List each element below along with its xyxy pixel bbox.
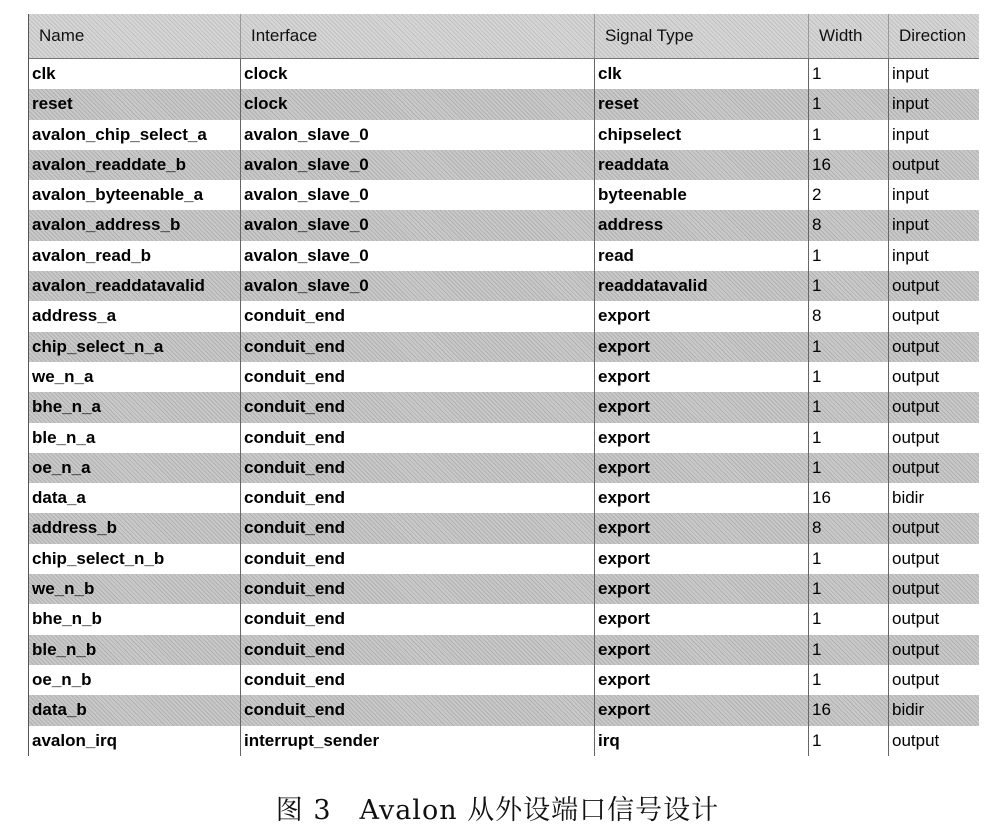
table-row[interactable]: [29, 89, 979, 119]
table-row[interactable]: [29, 726, 979, 756]
cell-name: chip_select_n_a: [29, 332, 241, 362]
cell-signal-type: export: [595, 332, 809, 362]
cell-signal-type: export: [595, 665, 809, 695]
cell-signal-type: export: [595, 695, 809, 725]
cell-interface: conduit_end: [241, 362, 595, 392]
cell-direction: output: [892, 609, 940, 629]
cell-signal-type: byteenable: [595, 180, 809, 210]
cell-width: 16: [809, 695, 889, 725]
table-row[interactable]: [29, 695, 979, 725]
cell-interface: avalon_slave_0: [241, 241, 595, 271]
cell-name: address_a: [29, 301, 241, 331]
cell-signal-type: export: [595, 544, 809, 574]
column-header-signal-type[interactable]: Signal Type: [595, 14, 809, 58]
cell-signal-type: readdatavalid: [595, 271, 809, 301]
cell-interface: conduit_end: [241, 301, 595, 331]
cell-name: chip_select_n_b: [29, 544, 241, 574]
cell-direction: input: [892, 215, 929, 235]
column-header-direction[interactable]: Direction: [899, 26, 967, 45]
cell-direction: output: [892, 397, 940, 417]
table-row[interactable]: [29, 483, 979, 513]
cell-direction: output: [892, 730, 940, 750]
table-row[interactable]: [29, 392, 979, 422]
cell-direction: output: [892, 154, 940, 174]
cell-signal-type: reset: [595, 89, 809, 119]
cell-direction: output: [892, 276, 940, 296]
table-row[interactable]: [29, 513, 979, 543]
cell-direction: input: [892, 94, 929, 114]
table-row[interactable]: [29, 150, 979, 180]
cell-interface: clock: [241, 59, 595, 89]
cell-interface: conduit_end: [241, 665, 595, 695]
cell-interface: conduit_end: [241, 635, 595, 665]
table-row[interactable]: [29, 423, 979, 453]
column-header-interface[interactable]: Interface: [241, 14, 595, 58]
cell-name: bhe_n_a: [29, 392, 241, 422]
table-row[interactable]: [29, 635, 979, 665]
cell-direction: bidir: [892, 488, 925, 508]
cell-interface: conduit_end: [241, 392, 595, 422]
cell-direction: output: [892, 579, 940, 599]
cell-direction: output: [892, 427, 940, 447]
cell-signal-type: read: [595, 241, 809, 271]
cell-width: 16: [809, 483, 889, 513]
cell-direction: input: [892, 185, 929, 205]
table-row[interactable]: [29, 120, 979, 150]
cell-interface: interrupt_sender: [241, 726, 595, 756]
cell-direction: output: [892, 669, 940, 689]
cell-width: 1: [809, 665, 889, 695]
cell-interface: conduit_end: [241, 544, 595, 574]
cell-direction: output: [892, 639, 940, 659]
cell-signal-type: clk: [595, 59, 809, 89]
cell-signal-type: export: [595, 301, 809, 331]
table-row[interactable]: [29, 453, 979, 483]
cell-width: 1: [809, 362, 889, 392]
cell-name: avalon_address_b: [29, 210, 241, 240]
cell-name: bhe_n_b: [29, 604, 241, 634]
cell-name: we_n_a: [29, 362, 241, 392]
cell-width: 1: [809, 604, 889, 634]
table-row[interactable]: [29, 241, 979, 271]
cell-interface: conduit_end: [241, 483, 595, 513]
cell-name: ble_n_a: [29, 423, 241, 453]
cell-direction: input: [892, 124, 929, 144]
cell-width: 16: [809, 150, 889, 180]
table-row[interactable]: [29, 665, 979, 695]
column-header-width[interactable]: Width: [809, 14, 889, 58]
cell-name: we_n_b: [29, 574, 241, 604]
cell-interface: conduit_end: [241, 423, 595, 453]
cell-interface: conduit_end: [241, 332, 595, 362]
cell-width: 1: [809, 544, 889, 574]
cell-name: reset: [29, 89, 241, 119]
cell-name: avalon_chip_select_a: [29, 120, 241, 150]
cell-direction: input: [892, 64, 929, 83]
cell-width: 1: [809, 241, 889, 271]
cell-direction: output: [892, 548, 940, 568]
cell-width: 1: [809, 726, 889, 756]
cell-signal-type: export: [595, 392, 809, 422]
table-row[interactable]: [29, 301, 979, 331]
cell-direction: output: [892, 336, 940, 356]
signal-table: [28, 14, 979, 756]
table-row[interactable]: [29, 544, 979, 574]
cell-interface: avalon_slave_0: [241, 180, 595, 210]
cell-name: data_a: [29, 483, 241, 513]
table-row[interactable]: [29, 362, 979, 392]
cell-name: avalon_readdate_b: [29, 150, 241, 180]
cell-signal-type: export: [595, 513, 809, 543]
cell-direction: input: [892, 245, 929, 265]
cell-signal-type: readdata: [595, 150, 809, 180]
cell-width: 1: [809, 271, 889, 301]
cell-interface: avalon_slave_0: [241, 271, 595, 301]
cell-signal-type: export: [595, 483, 809, 513]
cell-width: 1: [809, 423, 889, 453]
cell-width: 2: [809, 180, 889, 210]
table-row[interactable]: [29, 271, 979, 301]
cell-signal-type: irq: [595, 726, 809, 756]
cell-width: 1: [809, 120, 889, 150]
cell-name: address_b: [29, 513, 241, 543]
cell-name: avalon_read_b: [29, 241, 241, 271]
cell-width: 8: [809, 210, 889, 240]
table-row[interactable]: [29, 332, 979, 362]
cell-width: 1: [809, 574, 889, 604]
cell-direction: output: [892, 518, 940, 538]
cell-width: 8: [809, 513, 889, 543]
cell-name: ble_n_b: [29, 635, 241, 665]
cell-interface: conduit_end: [241, 513, 595, 543]
cell-signal-type: export: [595, 635, 809, 665]
cell-name: oe_n_a: [29, 453, 241, 483]
cell-width: 1: [809, 332, 889, 362]
cell-interface: avalon_slave_0: [241, 120, 595, 150]
cell-direction: output: [892, 306, 940, 326]
cell-width: 1: [809, 392, 889, 422]
cell-signal-type: export: [595, 604, 809, 634]
cell-name: clk: [29, 59, 241, 89]
cell-interface: avalon_slave_0: [241, 210, 595, 240]
cell-name: data_b: [29, 695, 241, 725]
cell-interface: clock: [241, 89, 595, 119]
cell-name: oe_n_b: [29, 665, 241, 695]
table-row[interactable]: [29, 604, 979, 634]
cell-signal-type: chipselect: [595, 120, 809, 150]
cell-name: avalon_readdatavalid: [29, 271, 241, 301]
table-body: [29, 59, 979, 756]
cell-direction: bidir: [892, 700, 925, 720]
table-row[interactable]: [29, 210, 979, 240]
cell-width: 1: [809, 635, 889, 665]
figure-caption: 图 3 Avalon 从外设端口信号设计: [275, 795, 720, 826]
cell-signal-type: export: [595, 574, 809, 604]
cell-interface: conduit_end: [241, 695, 595, 725]
cell-signal-type: export: [595, 362, 809, 392]
table-row[interactable]: [29, 180, 979, 210]
cell-interface: avalon_slave_0: [241, 150, 595, 180]
cell-signal-type: export: [595, 423, 809, 453]
cell-width: 8: [809, 301, 889, 331]
table-header: [29, 14, 979, 59]
cell-name: avalon_irq: [29, 726, 241, 756]
cell-width: 1: [809, 59, 889, 89]
cell-name: avalon_byteenable_a: [29, 180, 241, 210]
cell-interface: conduit_end: [241, 453, 595, 483]
cell-direction: output: [892, 366, 940, 386]
table-row[interactable]: [29, 59, 979, 89]
cell-signal-type: export: [595, 453, 809, 483]
cell-width: 1: [809, 89, 889, 119]
cell-width: 1: [809, 453, 889, 483]
cell-direction: output: [892, 457, 940, 477]
cell-interface: conduit_end: [241, 574, 595, 604]
column-header-name[interactable]: Name: [29, 14, 241, 58]
cell-signal-type: address: [595, 210, 809, 240]
cell-interface: conduit_end: [241, 604, 595, 634]
table-row[interactable]: [29, 574, 979, 604]
